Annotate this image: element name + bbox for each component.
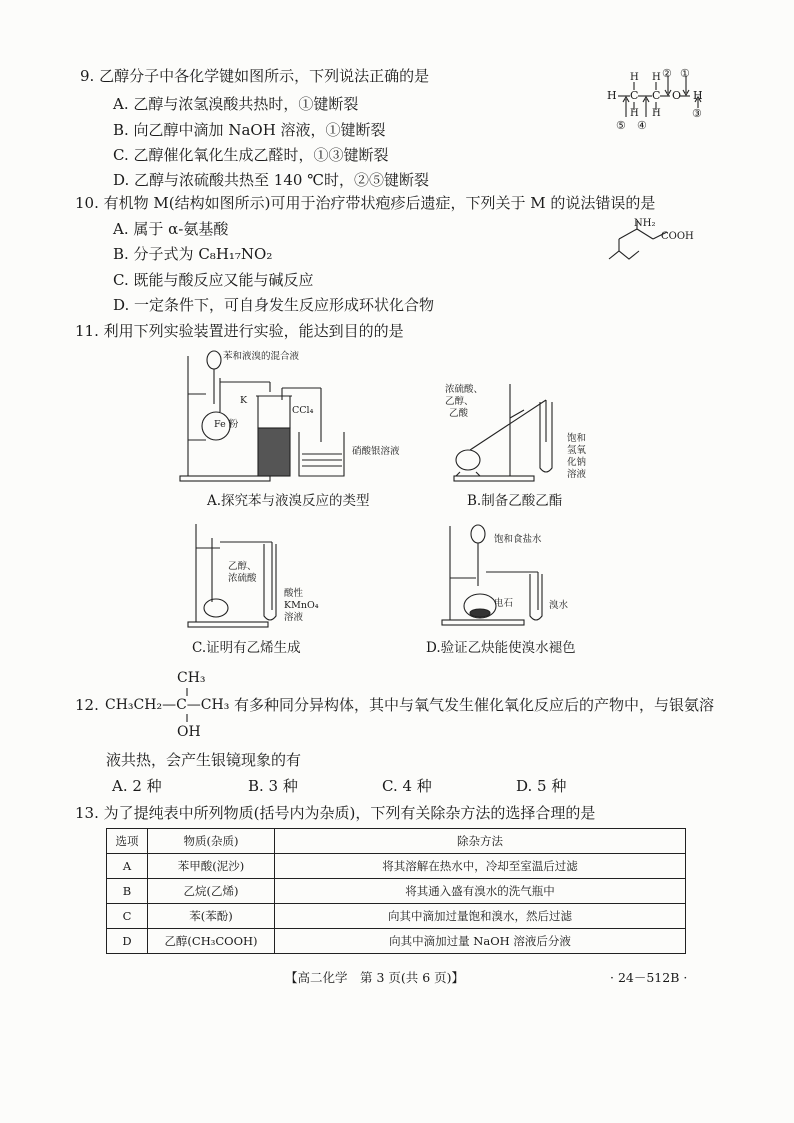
q11c-label-kmno4: KMnO₄ — [284, 600, 319, 611]
q9-option-b: B. 向乙醇中滴加 NaOH 溶液，①键断裂 — [113, 121, 386, 139]
q11-stem: 11. 利用下列实验装置进行实验，能达到目的的是 — [75, 322, 404, 340]
table-row — [107, 904, 686, 929]
page-footer-center: 【高二化学 第 3 页(共 6 页)】 — [285, 970, 465, 985]
q11a-label-agno3: 硝酸银溶液 — [352, 446, 400, 457]
q9-atom-o: O — [672, 89, 682, 102]
q9-atom-h-left: H — [607, 89, 617, 102]
q11c-label-h2so4: 浓硫酸 — [228, 573, 257, 584]
q11c-label-ethanol: 乙醇、 — [228, 561, 257, 572]
q10-option-d: D. 一定条件下，可自身发生反应形成环状化合物 — [113, 296, 435, 314]
q12-formula-bottom: OH — [177, 724, 201, 740]
q10-stem: 10. 有机物 M(结构如图所示)可用于治疗带状疱疹后遗症，下列关于 M 的说法错误的是 — [75, 194, 656, 212]
q11b-label-ethanol: 乙醇、 — [445, 396, 474, 407]
q9-atom-h-right: H — [693, 89, 703, 102]
q9-bond-mark-5: ⑤ — [616, 119, 626, 132]
q11a-label-fe: Fe 粉 — [214, 419, 239, 430]
q12-formula-main: CH₃CH₂—C—CH₃ — [105, 697, 230, 713]
q11c-label-acidic: 酸性 — [284, 588, 304, 599]
q11-panel-d-caption: D.验证乙炔能使溴水褪色 — [426, 640, 576, 656]
q10-option-b: B. 分子式为 C₈H₁₇NO₂ — [113, 245, 273, 263]
table-header-method: 除杂方法 — [275, 829, 686, 854]
table-cell-substance: 苯甲酸(泥沙) — [148, 854, 275, 879]
q11d-label-brine: 饱和食盐水 — [494, 534, 542, 545]
table-cell-option: B — [107, 879, 148, 904]
q11d-label-carbide: 电石 — [494, 598, 514, 609]
q9-option-a: A. 乙醇与浓氢溴酸共热时，①键断裂 — [113, 95, 359, 113]
table-row — [107, 929, 686, 954]
q9-bond-mark-3: ③ — [692, 107, 702, 120]
table-cell-method: 将其通入盛有溴水的洗气瓶中 — [275, 879, 686, 904]
q11a-label-ccl4: CCl₄ — [292, 405, 314, 416]
q11b-label-sat: 饱和 — [567, 433, 587, 444]
q10-cooh-label: COOH — [661, 231, 694, 242]
q11a-label-mixture: 苯和液溴的混合液 — [223, 351, 300, 362]
q10-option-c: C. 既能与酸反应又能与碱反应 — [113, 271, 314, 289]
q9-atom-h-bot1: H — [630, 108, 639, 119]
q11d-label-bromine: 溴水 — [549, 600, 569, 611]
q9-atom-h-top2: H — [652, 72, 661, 83]
q9-bond-mark-2: ② — [662, 67, 672, 80]
q11b-label-acid: 乙酸 — [449, 408, 469, 419]
table-cell-option: A — [107, 854, 148, 879]
q11-panel-b-caption: B.制备乙酸乙酯 — [467, 493, 563, 509]
q13-table — [106, 828, 686, 954]
q9-option-d: D. 乙醇与浓硫酸共热至 140 ℃时，②⑤键断裂 — [113, 171, 429, 189]
table-row — [107, 879, 686, 904]
q9-bond-mark-4: ④ — [637, 119, 647, 132]
q12-option-a: A. 2 种 — [112, 777, 162, 795]
q12-number: 12. — [75, 696, 99, 714]
q12-option-b: B. 3 种 — [248, 777, 298, 795]
table-cell-substance: 苯(苯酚) — [148, 904, 275, 929]
q11b-label-sodium: 化钠 — [567, 457, 587, 468]
q12-formula-top: CH₃ — [177, 670, 206, 686]
q11-panel-c-caption: C.证明有乙烯生成 — [192, 640, 301, 656]
q9-option-c: C. 乙醇催化氧化生成乙醛时，①③键断裂 — [113, 146, 389, 164]
q12-stem-suffix: 有多种同分异构体，其中与氧气发生催化氧化反应后的产物中，与银氨溶 — [234, 696, 715, 714]
q11-panel-a-apparatus — [176, 348, 376, 483]
table-cell-substance: 乙烷(乙烯) — [148, 879, 275, 904]
table-row — [107, 854, 686, 879]
q9-stem: 9. 乙醇分子中各化学键如图所示，下列说法正确的是 — [80, 67, 430, 85]
q11b-label-h2so4: 浓硫酸、 — [445, 384, 484, 395]
q11b-label-solution: 溶液 — [567, 469, 587, 480]
q9-atom-c2: C — [652, 89, 661, 102]
table-header-row — [107, 829, 686, 854]
q12-stem-line2: 液共热，会产生银镜现象的有 — [106, 751, 302, 769]
q9-atom-c1: C — [630, 89, 639, 102]
q11c-label-solution: 溶液 — [284, 612, 304, 623]
q11b-label-hydr: 氢氧 — [567, 445, 587, 456]
table-cell-method: 向其中滴加过量 NaOH 溶液后分液 — [275, 929, 686, 954]
q12-option-c: C. 4 种 — [382, 777, 432, 795]
table-header-substance: 物质(杂质) — [148, 829, 275, 854]
q9-bond-mark-1: ① — [680, 67, 690, 80]
q10-nh2-label: NH₂ — [634, 218, 656, 229]
page-footer-code: · 24－512B · — [610, 970, 688, 985]
table-cell-option: D — [107, 929, 148, 954]
q13-stem: 13. 为了提纯表中所列物质(括号内为杂质)，下列有关除杂方法的选择合理的是 — [75, 804, 596, 822]
q9-atom-h-bot2: H — [652, 108, 661, 119]
table-cell-method: 将其溶解在热水中，冷却至室温后过滤 — [275, 854, 686, 879]
q10-option-a: A. 属于 α-氨基酸 — [113, 220, 229, 238]
table-header-option: 选项 — [107, 829, 148, 854]
q11a-label-k: K — [240, 395, 248, 406]
table-cell-option: C — [107, 904, 148, 929]
q9-atom-h-top1: H — [630, 72, 639, 83]
table-cell-method: 向其中滴加过量饱和溴水，然后过滤 — [275, 904, 686, 929]
q12-option-d: D. 5 种 — [516, 777, 567, 795]
q11-panel-a-caption: A.探究苯与液溴反应的类型 — [207, 493, 370, 509]
table-cell-substance: 乙醇(CH₃COOH) — [148, 929, 275, 954]
q12-formula-vertical-bonds — [182, 686, 192, 726]
